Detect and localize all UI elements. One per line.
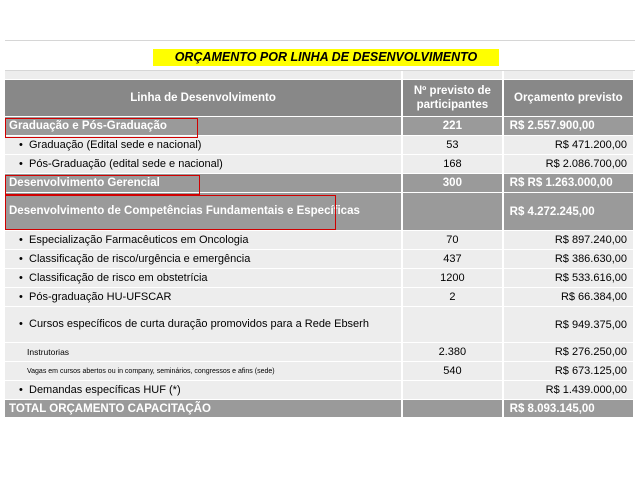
- highlight-box-competencias: [5, 195, 336, 230]
- table-row: [5, 343, 635, 362]
- row-label: • Cursos específicos de curta duração promovidos para a Rede Ebserh: [5, 307, 403, 343]
- row-participants: 53: [403, 136, 504, 155]
- row-budget: R$ 897.240,00: [504, 231, 635, 250]
- header-participants: Nº previsto de participantes: [403, 80, 504, 117]
- row-participants: 437: [403, 250, 504, 269]
- total-label: TOTAL ORÇAMENTO CAPACITAÇÃO: [5, 400, 403, 418]
- row-budget: R$ 276.250,00: [504, 343, 635, 362]
- row-label: • Classificação de risco/urgência e emergência: [5, 250, 403, 269]
- header-line: Linha de Desenvolvimento: [5, 80, 403, 117]
- row-participants: 300: [403, 174, 504, 193]
- row-label: Instrutorias: [5, 343, 403, 362]
- row-label: Desenvolvimento de Competências Fundamentais e Específicas: [5, 193, 403, 231]
- table-row: [5, 381, 635, 400]
- row-label: • Demandas específicas HUF (*): [5, 381, 403, 400]
- row-budget: R$ 471.200,00: [504, 136, 635, 155]
- table-row: [5, 307, 635, 343]
- bullet: •: [19, 158, 23, 170]
- bullet: •: [19, 139, 23, 151]
- bullet: •: [19, 253, 23, 265]
- bullet: •: [19, 384, 23, 396]
- row-budget: R$ 1.439.000,00: [504, 381, 635, 400]
- header-budget: Orçamento previsto: [504, 80, 635, 117]
- row-label: • Classificação de risco em obstetrícia: [5, 269, 403, 288]
- header-row: [5, 80, 635, 117]
- highlight-box-graduacao: [5, 118, 198, 138]
- row-budget: R$ 673.125,00: [504, 362, 635, 381]
- row-participants: [403, 381, 504, 400]
- row-budget: R$ 2.086.700,00: [504, 155, 635, 174]
- highlight-box-gerencial: [5, 175, 200, 195]
- row-label: Desenvolvimento Gerencial: [5, 174, 403, 193]
- table-row: [5, 362, 635, 381]
- total-row: [5, 400, 635, 418]
- row-participants: 2.380: [403, 343, 504, 362]
- row-participants: [403, 193, 504, 231]
- row-participants: 540: [403, 362, 504, 381]
- row-budget: R$ R$ 1.263.000,00: [504, 174, 635, 193]
- table-row: [5, 136, 635, 155]
- row-budget: R$ 4.272.245,00: [504, 193, 635, 231]
- row-budget: R$ 533.616,00: [504, 269, 635, 288]
- row-participants: 70: [403, 231, 504, 250]
- page-title: ORÇAMENTO POR LINHA DE DESENVOLVIMENTO: [153, 49, 499, 66]
- row-participants: 2: [403, 288, 504, 307]
- row-budget: R$ 2.557.900,00: [504, 117, 635, 136]
- bullet: •: [19, 291, 23, 303]
- row-participants: 1200: [403, 269, 504, 288]
- title-bar: [5, 40, 635, 71]
- row-label: • Pós-graduação HU-UFSCAR: [5, 288, 403, 307]
- row-label: • Pós-Graduação (edital sede e nacional): [5, 155, 403, 174]
- bullet: •: [19, 318, 23, 330]
- row-label: • Especialização Farmacêuticos em Oncologia: [5, 231, 403, 250]
- table-row: [5, 288, 635, 307]
- row-label: Graduação e Pós-Graduação: [5, 117, 403, 136]
- row-participants: 221: [403, 117, 504, 136]
- row-participants: 168: [403, 155, 504, 174]
- table-row: [5, 231, 635, 250]
- row-budget: R$ 949.375,00: [504, 307, 635, 343]
- total-participants: [403, 400, 504, 418]
- table-row: [5, 155, 635, 174]
- row-label: • Graduação (Edital sede e nacional): [5, 136, 403, 155]
- row-participants: [403, 307, 504, 343]
- row-label: Vagas em cursos abertos ou in company, seminários, congressos e afins (sede): [5, 362, 403, 381]
- spacer-row: [5, 71, 635, 80]
- row-budget: R$ 66.384,00: [504, 288, 635, 307]
- bullet: •: [19, 272, 23, 284]
- bullet: •: [19, 234, 23, 246]
- table-row: [5, 250, 635, 269]
- table-row: [5, 269, 635, 288]
- row-budget: R$ 386.630,00: [504, 250, 635, 269]
- total-budget: R$ 8.093.145,00: [504, 400, 635, 418]
